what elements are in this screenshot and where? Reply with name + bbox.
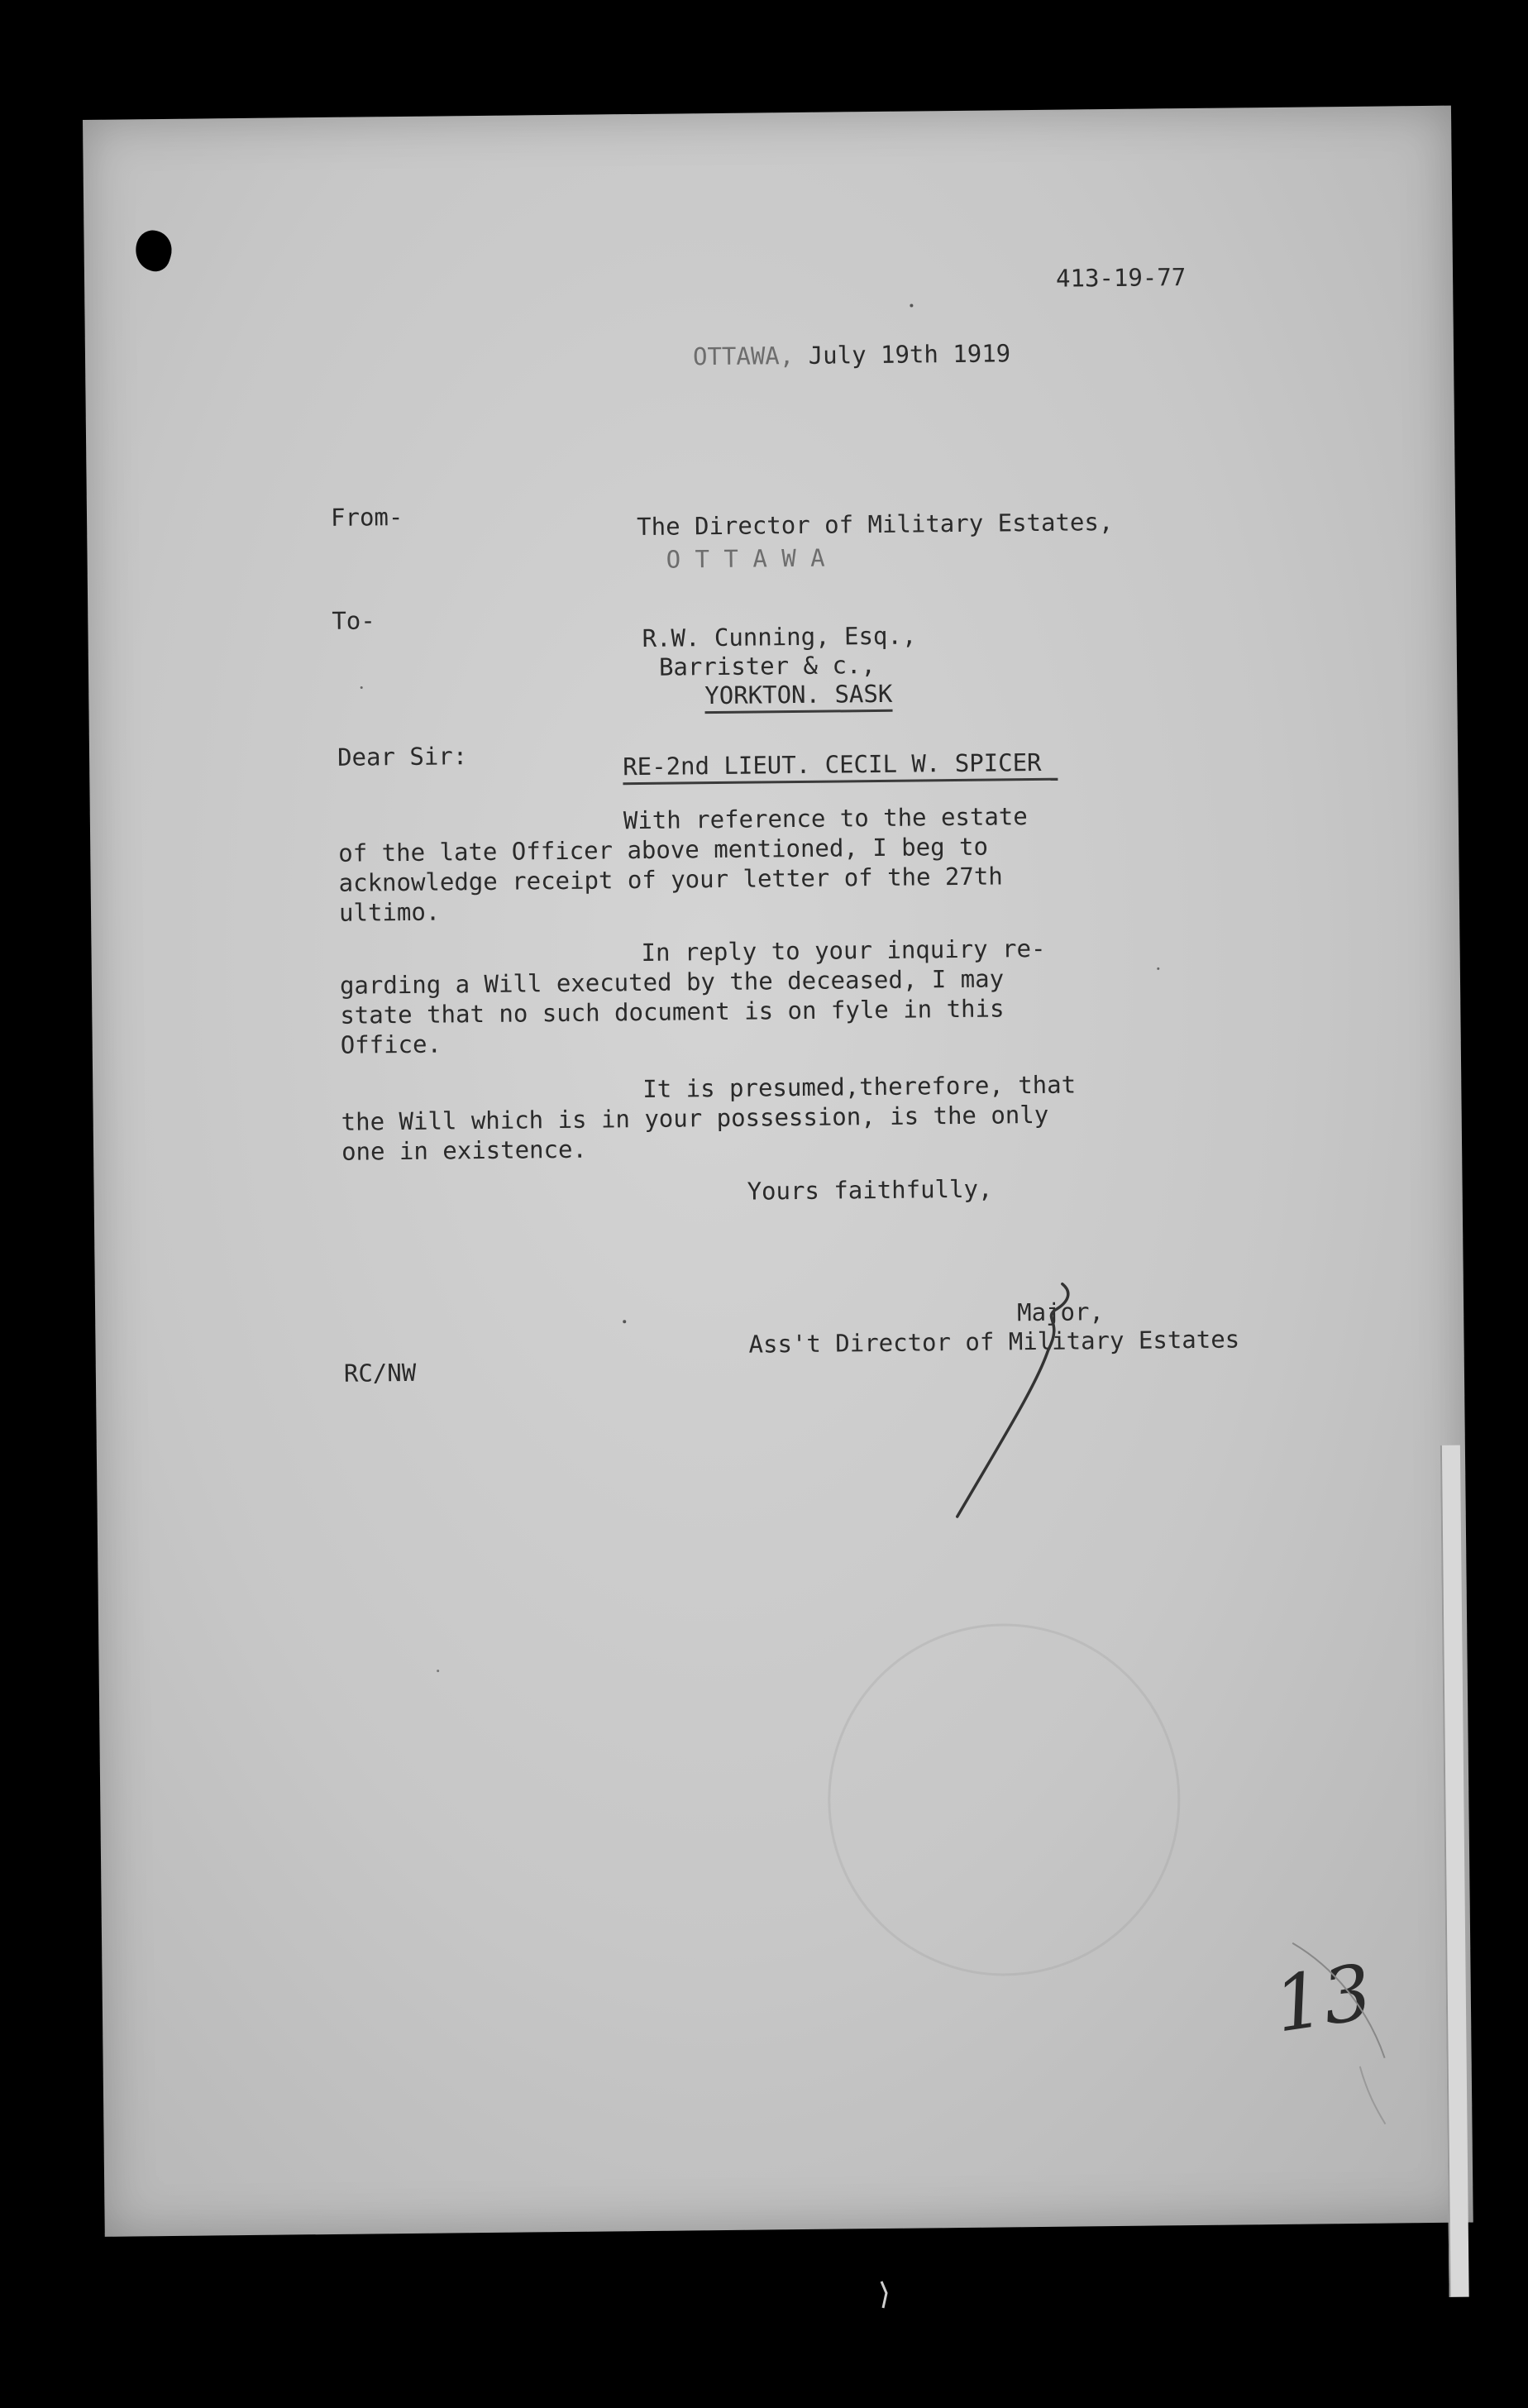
handwritten-page-number: [1268, 1933, 1411, 2133]
paragraph-1-line-3: acknowledge receipt of your letter of the 27th: [338, 862, 1003, 897]
typist-initials: RC/NW: [343, 1358, 417, 1388]
salutation: Dear Sir:: [337, 742, 468, 772]
signer-title: Ass't Director of Military Estates: [748, 1325, 1240, 1359]
letter-page: [83, 106, 1473, 2237]
file-number: 413-19-77: [1055, 263, 1187, 293]
dateline: [692, 339, 1011, 371]
to-label: To-: [332, 606, 375, 635]
paragraph-3-line-1: It is presumed,therefore, that: [642, 1070, 1077, 1103]
paragraph-2-line-4: Office.: [340, 1030, 442, 1059]
paragraph-1-line-1: With reference to the estate: [623, 802, 1028, 835]
subject-line: RE-2nd LIEUT. CECIL W. SPICER: [623, 751, 1058, 786]
paragraph-2-line-1: In reply to your inquiry re-: [641, 934, 1046, 967]
paragraph-1-line-4: ultimo.: [338, 897, 441, 927]
paragraph-2-line-2: garding a Will executed by the deceased, I may: [339, 964, 1005, 1000]
from-line-1: The Director of Military Estates,: [637, 507, 1114, 542]
dateline-date: July 19th 1919: [808, 339, 1011, 370]
margin-mark: [876, 2278, 893, 2311]
paragraph-1-line-2: of the late Officer above mentioned, I beg to: [338, 832, 989, 867]
dateline-city: OTTAWA,: [692, 342, 795, 371]
from-label: From-: [330, 502, 403, 532]
to-line-2: Barrister & c.,: [658, 650, 876, 681]
paragraph-3-line-3: one in existence.: [341, 1135, 588, 1166]
closing: Yours faithfully,: [747, 1174, 993, 1206]
to-line-1: R.W. Cunning, Esq.,: [642, 621, 917, 652]
handwritten-signature: [938, 1267, 1123, 1533]
paragraph-2-line-3: state that no such document is on fyle in this: [340, 994, 1005, 1030]
from-line-2: O T T A W A: [666, 543, 825, 574]
page-number-text: 13: [1268, 1947, 1378, 2050]
signer-rank: Major,: [1016, 1297, 1105, 1327]
paper-specks: [83, 106, 1473, 2237]
paragraph-3-line-2: the Will which is in your possession, is the only: [341, 1100, 1049, 1136]
to-line-3: YORKTON. SASK: [704, 682, 892, 714]
